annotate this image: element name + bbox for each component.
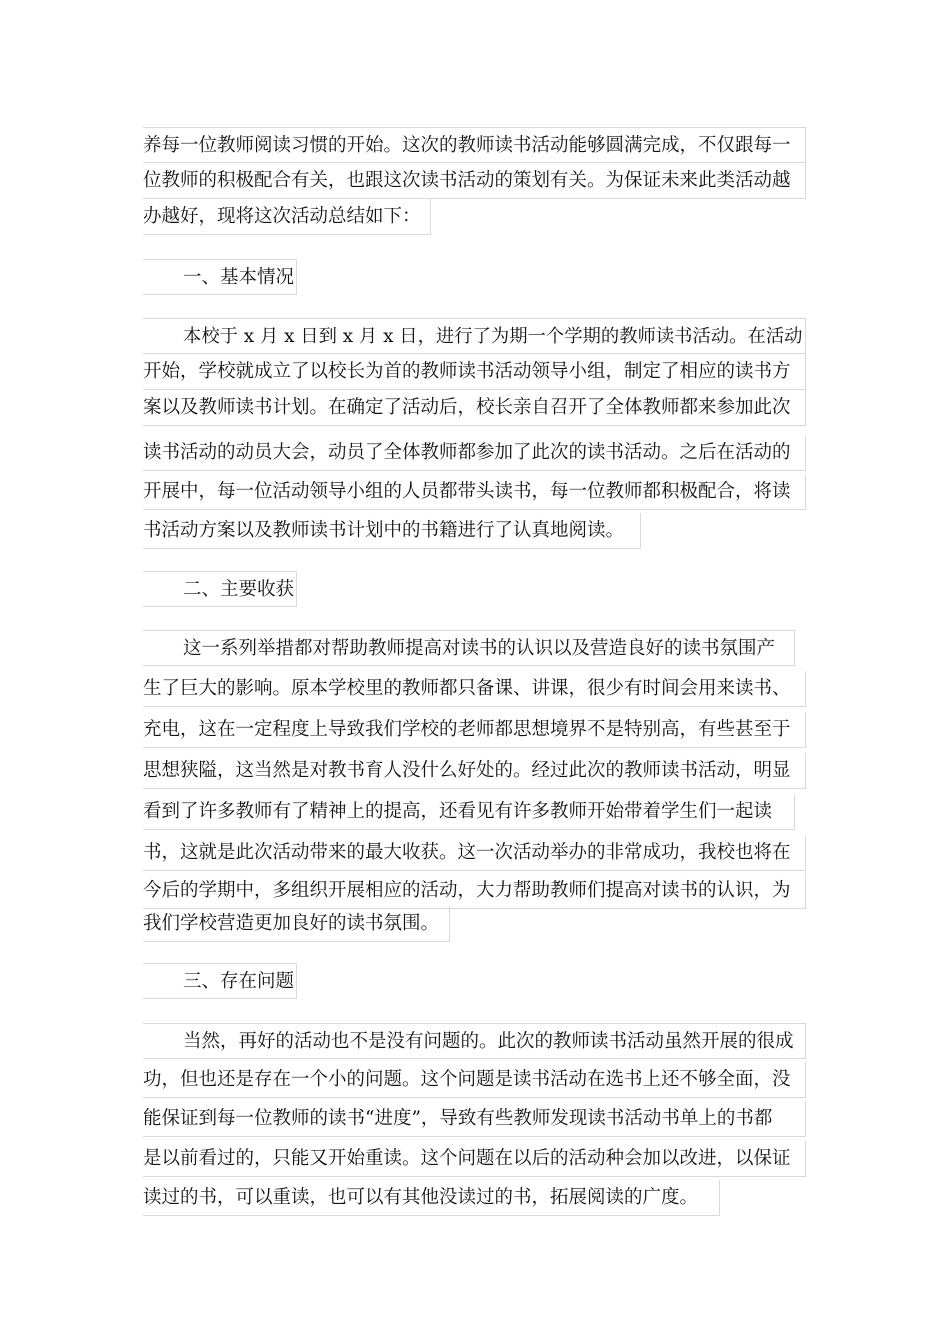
paragraph-line: 功，但也还是存在一个小的问题。这个问题是读书活动在选书上还不够全面，没 (143, 1062, 806, 1098)
section-heading-main-gains: 二、主要收获 (143, 571, 297, 607)
paragraph-line: 办越好，现将这次活动总结如下： (143, 199, 431, 235)
paragraph-line: 案以及教师读书计划。在确定了活动后，校长亲自召开了全体教师都来参加此次 (143, 390, 806, 426)
paragraph-line: 能保证到每一位教师的读书“进度”，导致有些教师发现读书活动书单上的书都 (143, 1101, 806, 1137)
paragraph-line: 我们学校营造更加良好的读书氛围。 (143, 906, 450, 942)
paragraph-line: 看到了许多教师有了精神上的提高，还看见有许多教师开始带着学生们一起读 (143, 794, 795, 830)
paragraph-line: 书，这就是此次活动带来的最大收获。这一次活动举办的非常成功，我校也将在 (143, 835, 806, 871)
paragraph-line: 开始，学校就成立了以校长为首的教师读书活动领导小组，制定了相应的读书方 (143, 354, 806, 390)
paragraph-line: 养每一位教师阅读习惯的开始。这次的教师读书活动能够圆满完成，不仅跟每一 (143, 127, 806, 163)
paragraph-line: 是以前看过的，只能又开始重读。这个问题在以后的活动种会加以改进，以保证 (143, 1141, 806, 1177)
paragraph-line: 思想狭隘，这当然是对教书育人没什么好处的。经过此次的教师读书活动，明显 (143, 753, 806, 789)
paragraph-line: 生了巨大的影响。原本学校里的教师都只备课、讲课，很少有时间会用来读书、 (143, 671, 806, 707)
section-heading-existing-problems: 三、存在问题 (143, 963, 297, 999)
paragraph-line: 读过的书，可以重读，也可以有其他没读过的书，拓展阅读的广度。 (143, 1180, 720, 1216)
section-heading-basic-situation: 一、基本情况 (143, 259, 297, 295)
paragraph-line: 开展中，每一位活动领导小组的人员都带头读书，每一位教师都积极配合，将读 (143, 474, 806, 510)
paragraph-line: 这一系列举措都对帮助教师提高对读书的认识以及营造良好的读书氛围产 (143, 630, 795, 666)
paragraph-line: 位教师的积极配合有关，也跟这次读书活动的策划有关。为保证未来此类活动越 (143, 163, 806, 199)
paragraph-line: 书活动方案以及教师读书计划中的书籍进行了认真地阅读。 (143, 513, 641, 549)
paragraph-line: 读书活动的动员大会，动员了全体教师都参加了此次的读书活动。之后在活动的 (143, 435, 806, 471)
paragraph-line: 充电，这在一定程度上导致我们学校的老师都思想境界不是特别高，有些甚至于 (143, 712, 806, 748)
paragraph-line: 今后的学期中，多组织开展相应的活动，大力帮助教师们提高对读书的认识，为 (143, 873, 806, 909)
paragraph-line: 当然，再好的活动也不是没有问题的。此次的教师读书活动虽然开展的很成 (143, 1023, 806, 1059)
paragraph-line: 本校于 x 月 x 日到 x 月 x 日，进行了为期一个学期的教师读书活动。在活动 (143, 318, 806, 354)
